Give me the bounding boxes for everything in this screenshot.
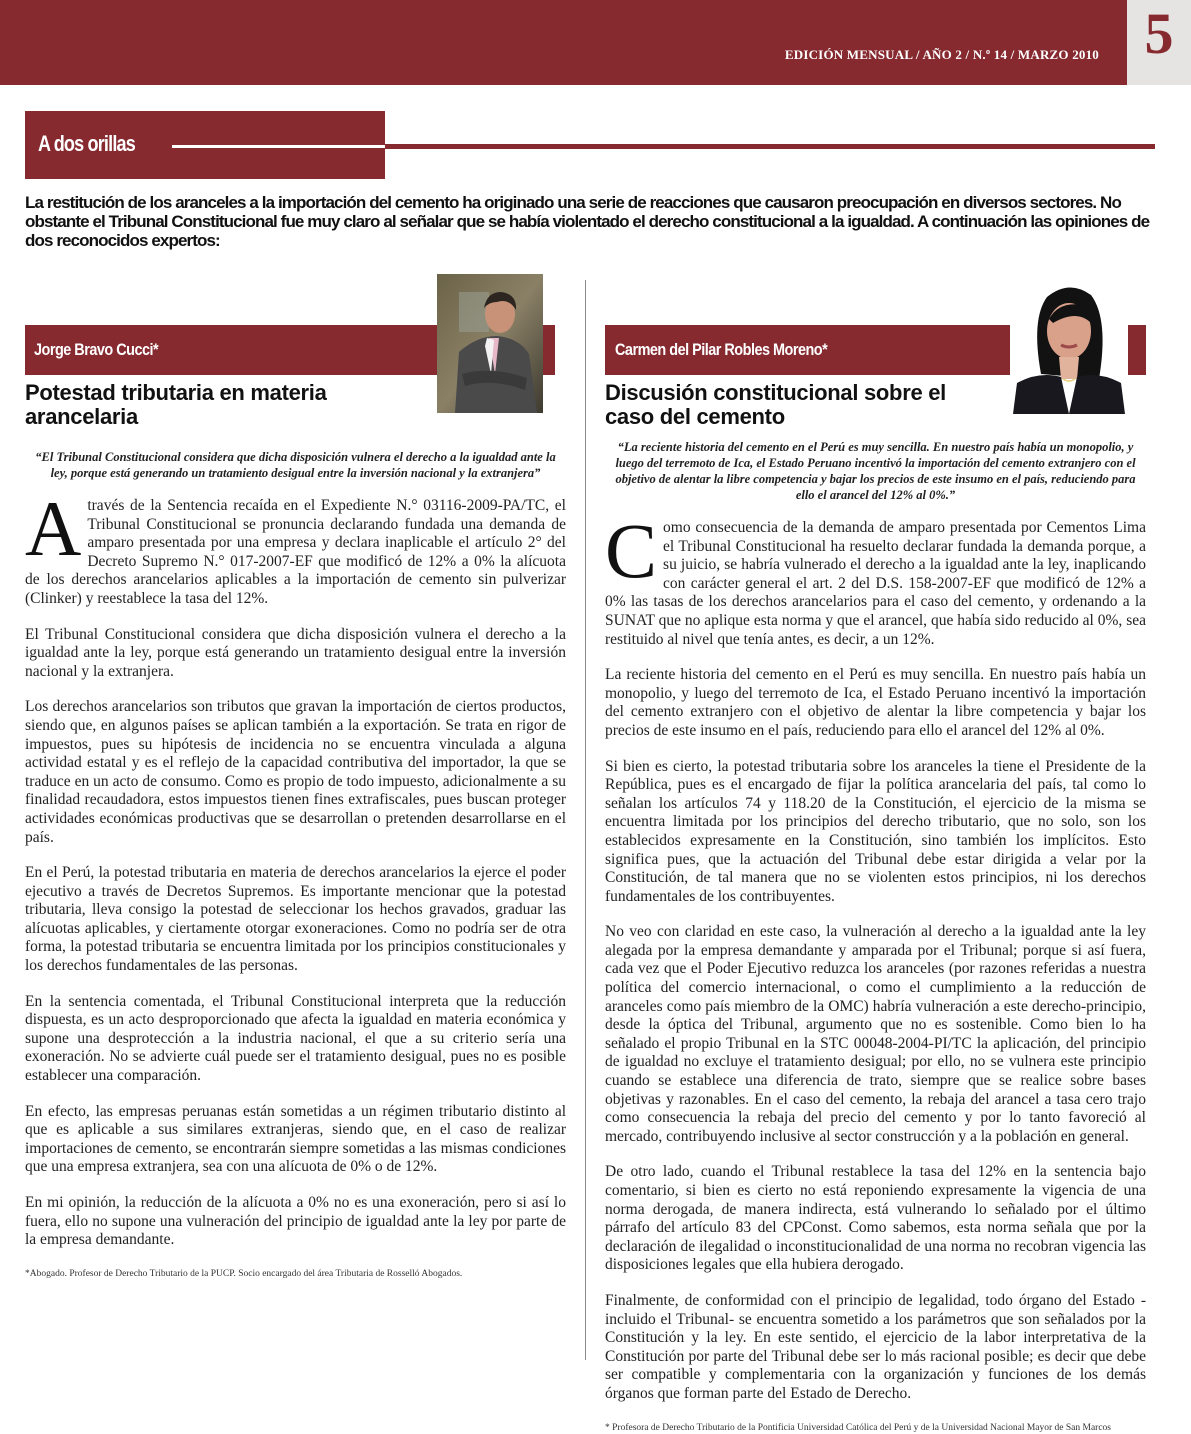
right-article-body [605,507,1146,1404]
page-number-box [1127,0,1191,85]
section-title: A dos orillas [38,131,135,156]
right-paragraph: La reciente historia del cemento en el Perú es muy sencilla. En nuestro país había un monopolio, y luego del terremoto de Ica, el Estado Peruano incentivó la importación del cemento extranjero con el objetivo de alentar la libre competencia y bajar los precios de este insumo en el país, reduciendo para ello el arancel del 12% al 0%. [605,666,1146,739]
intro-text: La restitución de los aranceles a la importación del cemento ha originado una serie de reacciones que causaron preocupación en diversos sectores. No obstante el Tribunal Constitucional fue muy claro al señalar que se había violentado el derecho constitucional a la igualdad. A continuación las opiniones de dos reconocidos expertos: [25,193,1150,250]
right-dropcap: C [605,507,658,594]
left-author-name: Jorge Bravo Cucci* [34,340,159,359]
left-paragraph: En el Perú, la potestad tributaria en materia de derechos arancelarios la ejerce el poder ejecutivo a través de Decretos Supremos. Es importante mencionar que la potestad tributaria, lleva consigo la potestad de seleccionar los hechos gravados, graduar las alícuotas aplicables, y ciertamente otorgar exoneraciones. Como no podría ser de otra forma, la potestad tributaria se encuentra limitada por los principios constitucionales y los derechos fundamentales de las personas. [25,864,566,975]
left-author-bar-end [543,325,555,375]
right-paragraph: Si bien es cierto, la potestad tributaria sobre los aranceles la tiene el Presidente de la República, pues es el encargado de fijar la política arancelaria del país, tal como lo señalan los artículos 74 y 118.20 de la Constitución, el ejercicio de la misma se encuentra limitada por los principios del derecho tributario, que no solo, son los establecidos expresamente en la Constitución, sino también los implícitos. Esto significa pues, que la actuación del Tribunal debe estar dirigida a velar por la Constitución, de tal manera que no se violenten estos principios, ni los derechos fundamentales de los contribuyentes. [605,757,1146,905]
right-paragraph-text: omo consecuencia de la demanda de amparo presentada por Cementos Lima el Tribunal Constitucional ha resuelto declarar fundada la demanda porque, a su juicio, se habría vulnerado el derecho a la igualdad ante la ley, inaplicando con carácter general el art. 2 del D.S. 158-2007-EF que modificó de 12% a 0% las tasas de los derechos arancelarios para el caso del cemento, y ordenando a la SUNAT que no aplique esta norma y que el arancel, que había sido reducido al 0%, sea restituido al nivel que tenía antes, es decir, a un 12%. [605,519,1146,648]
header-band [0,0,1127,85]
left-paragraph: En mi opinión, la reducción de la alícuota a 0% no es una exoneración, pero si así lo fuera, ello no supone una vulneración del principio de igualdad ante la ley por parte de la empresa demandante. [25,1194,566,1249]
right-author-bar-end [1128,325,1146,375]
portrait-man-icon [437,274,543,413]
left-dropcap: A [25,485,82,572]
right-author-photo [1013,279,1125,414]
right-article-title: Discusión constitucional sobre el caso del cemento [605,380,946,429]
right-footnote: * Profesora de Derecho Tributario de la Pontificia Universidad Católica del Perú y de la Universidad Nacional Mayor de San Marcos [605,1422,1112,1433]
left-paragraph [25,485,566,609]
left-article-flow [25,449,566,1280]
right-author-name: Carmen del Pilar Robles Moreno* [615,340,828,359]
section-rule-white [172,145,385,148]
right-pullquote: “La reciente historia del cemento en el Perú es muy sencilla. En nuestro país había un monopolio, y luego del terremoto de Ica, el Estado Peruano incentivó la importación del cemento extranjero con el objetivo de alentar la libre competencia y bajar los precios de este insumo en el país, reduciendo para ello el arancel del 12% al 0%.” [615,440,1136,502]
left-pullquote: “El Tribunal Constitucional considera que dicha disposición vulnera el derecho a la igualdad ante la ley, porque está generando un tratamiento desigual entre la inversión nacional y la extranjera” [35,450,556,480]
portrait-woman-icon [1013,279,1125,414]
right-article-flow [605,439,1146,1434]
right-paragraph: Finalmente, de conformidad con el principio de legalidad, todo órgano del Estado - incluido el Tribunal- se encuentra sometido a los parámetros que son señalados por la Constitución y la ley. En este sentido, el ejercicio de la labor interpretativa de la Constitución por parte del Tribunal debe ser lo más racional posible; es decir que debe ser compatible y complementaria con la organización y funciones de los demás órganos que forman parte del Estado de Derecho. [605,1291,1146,1402]
right-paragraph [605,507,1146,649]
edition-label: EDICIÓN MENSUAL / AÑO 2 / N.º 14 / MARZO 2010 [784,47,1099,62]
left-paragraph: En la sentencia comentada, el Tribunal Constitucional interpreta que la reducción dispuesta, es un acto desproporcionado que afecta la igualdad en materia económica y supone una desprotección a la industria nacional, el que a su criterio sería una exoneración. No se advierte cuál puede ser el tratamiento desigual, pues no es posible establecer una comparación. [25,992,566,1085]
left-paragraph: Los derechos arancelarios son tributos que gravan la importación de ciertos productos, siendo que, en algunos países se aplican también a la exportación. Se trata en rigor de impuestos, pues su hipótesis de incidencia no se encuentra vinculada a alguna actividad estatal y es el reflejo de la capacidad contributiva del importador, la que se traduce en un acto de consumo. Como es propio de todo impuesto, adicionalmente a su finalidad recaudadora, estos impuestos tienen fines extrafiscales, pues buscan proteger actividades económicas productivas que se desarrollan o pretenden desarrollarse en el país. [25,698,566,846]
right-paragraph: De otro lado, cuando el Tribunal restablece la tasa del 12% en la sentencia bajo comentario, si bien es cierto no está reponiendo expresamente la vigencia de una norma derogada, de manera indirecta, está vulnerando lo señalado por el último párrafo del artículo 83 del CPConst. Como sabemos, esta norma señala que por la declaración de ilegalidad o inconstitucionalidad de una norma no recobran vigencia las disposiciones legales que ella hubiera derogado. [605,1163,1146,1274]
left-article-body [25,485,566,1250]
left-article-title: Potestad tributaria en materia arancelaria [25,380,327,429]
left-footnote: *Abogado. Profesor de Derecho Tributario de la PUCP. Socio encargado del área Tributaria de Rosselló Abogados. [25,1268,463,1279]
column-divider [585,280,586,1360]
page-number: 5 [1144,1,1174,66]
left-paragraph-text: través de la Sentencia recaída en el Expediente N.° 03116-2009-PA/TC, el Tribunal Constitucional se pronuncia declarando fundada una demanda de amparo presentada por una empresa y declara inaplicable el artículo 2° del Decreto Supremo N.° 017-2007-EF que modificó de 12% a 0% la alícuota de los derechos arancelarios aplicables a la importación de cemento sin pulverizar (Clinker) y reestablece la tasa del 12%. [25,497,566,607]
section-rule [385,144,1155,149]
left-author-photo [437,274,543,413]
left-paragraph: El Tribunal Constitucional considera que dicha disposición vulnera el derecho a la igualdad ante la ley, porque está generando un tratamiento desigual entre la inversión nacional y la extranjera. [25,625,566,680]
right-paragraph: No veo con claridad en este caso, la vulneración al derecho a la igualdad ante la ley alegada por la empresa demandante y amparada por el Tribunal; porque si así fuera, cada vez que el Poder Ejecutivo reduzca los aranceles (por razones referidas a nuestra política del comercio internacional, o como el cumplimiento a la reducción de aranceles como país miembro de la OMC) habría vulneración a este derecho-principio, desde la óptica del Tribunal, argumento que no es sostenible. Como bien lo ha señalado el propio Tribunal en la STC 00048-2004-PI/TC la aplicación, del principio de igualdad no excluye el tratamiento desigual; por ello, no se vulnera este principio cuando se establece una diferencia de trato, siempre que se realice sobre bases objetivas y razonables. En el caso del cemento, la rebaja del arancel a tasa cero trajo como consecuencia la rebaja del precio del cemento y por lo tanto favoreció al mercado, contribuyendo inclusive al sector construcción y a la población en general. [605,923,1146,1145]
left-paragraph: En efecto, las empresas peruanas están sometidas a un régimen tributario distinto al que es aplicable a sus similares extranjeras, siendo que, en el caso de realizar importaciones de cemento, se encontrarán siempre sometidas a las mismas condiciones que una empresa extranjera, sea con una alícuota de 0% o de 12%. [25,1102,566,1176]
